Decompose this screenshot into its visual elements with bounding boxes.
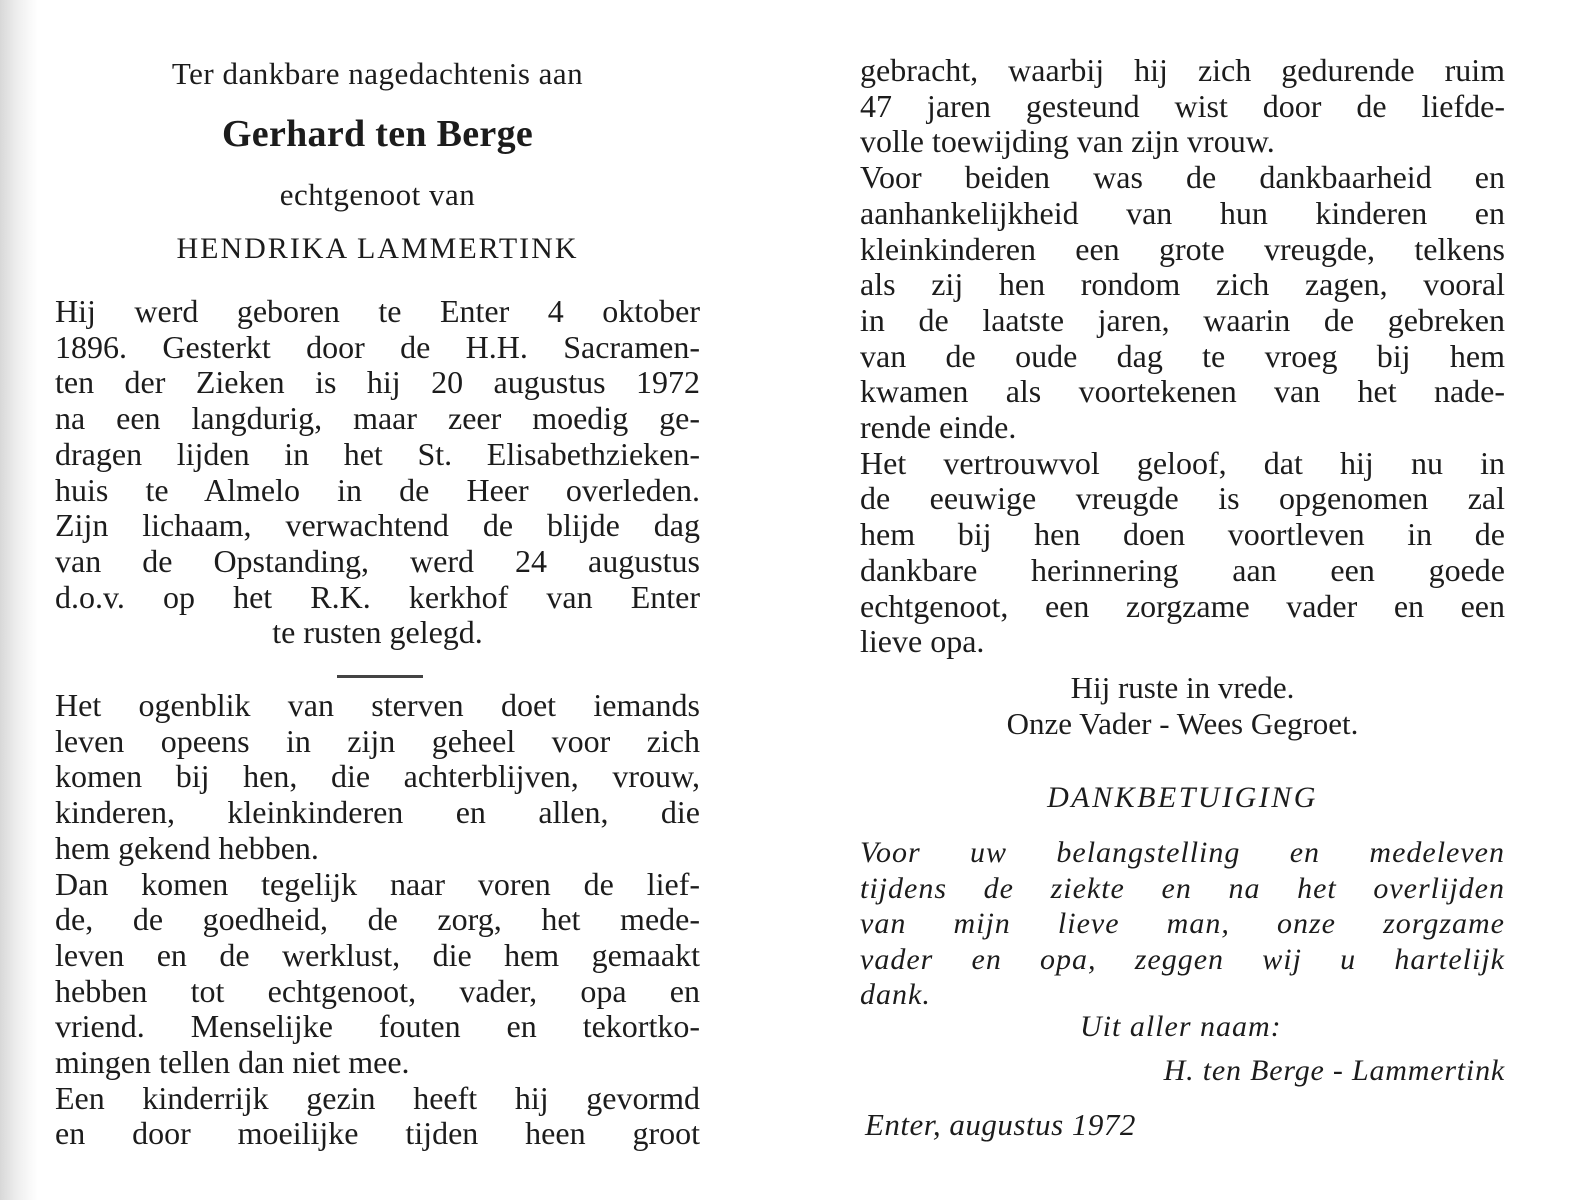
biography-line: na een langdurig, maar zeer moedig ge- [55,400,700,437]
reflection-line: hem gekend hebben. [55,829,319,866]
thanks-line: tijdens de ziekte en na het overlijden [860,871,1505,905]
biography-line: dragen lijden in het St. Elisabethzieken- [55,435,700,472]
reflection-line: leven opeens in zijn geheel voor zich [55,722,700,759]
continued-line: volle toewijding van zijn vrouw. [860,123,1275,160]
biography-line: 1896. Gesterkt door de H.H. Sacramen- [55,328,700,365]
biography-line: Hij werd geboren te Enter 4 oktober [55,293,700,329]
memorial-intro: Ter dankbare nagedachtenis aan [171,56,584,91]
continued-line: dankbare herinnering aan een goede [860,551,1505,588]
reflection-line: mingen tellen dan niet mee. [55,1044,410,1081]
signature-name: H. ten Berge - Lammertink [1163,1054,1505,1087]
continued-line: hem bij hen doen voortleven in de [860,516,1505,553]
biography [55,294,700,651]
continued-line: kleinkinderen een grote vreugde, telkens [860,230,1505,267]
continued-line: echtgenoot, een zorgzame vader en een [860,587,1505,624]
spouse-name: HENDRIKA LAMMERTINK [176,232,579,265]
reflection-line: komen bij hen, die achterblijven, vrouw, [55,758,700,795]
biography-line: d.o.v. op het R.K. kerkhof van Enter [55,578,700,615]
biography-line: huis te Almelo in de Heer overleden. [55,471,700,508]
reflection-line: en door moeilijke tijden heen groot [55,1115,700,1152]
thanks-line: dank. [860,978,931,1012]
thanks-line: van mijn lieve man, onze zorgzame [860,907,1505,941]
continued-line: Het vertrouwvol geloof, dat hij nu in [860,444,1505,481]
thanks-line: Voor uw belangstelling en medeleven [860,836,1505,869]
continued-line: Voor beiden was de dankbaarheid en [860,159,1505,196]
biography-line: van de Opstanding, werd 24 augustus [55,542,700,579]
section-divider [337,675,423,678]
continued-line: gebracht, waarbij hij zich gedurende ruim [860,52,1505,88]
prayer-block [860,670,1505,742]
reflection-line: vriend. Menselijke fouten en tekortko- [55,1008,700,1045]
reflection-line: leven en de werklust, die hem gemaakt [55,936,700,973]
thanks-text [860,835,1505,1013]
thanks-line: vader en opa, zeggen wij u hartelijk [860,942,1505,976]
continued-line: de eeuwige vreugde is opgenomen zal [860,480,1505,517]
continued-line: in de laatste jaren, waarin de gebreken [860,301,1505,338]
reflection-line: Dan komen tegelijk naar voren de lief- [55,865,700,902]
prayers: Onze Vader - Wees Gegroet. [1006,706,1359,741]
continued-line: van de oude dag te vroeg bij hem [860,337,1505,374]
continued-line: lieve opa. [860,623,985,660]
reflection-line: Het ogenblik van sterven doet iemands [55,687,700,723]
deceased-name: Gerhard ten Berge [221,113,534,155]
continued-line: kwamen als voortekenen van het nade- [860,373,1505,410]
reflection-line: de, de goedheid, de zorg, het mede- [55,901,700,938]
on-behalf-label: Uit aller naam: [1080,1010,1282,1043]
thanks-title: DANKBETUIGING [1047,781,1318,814]
reflection [55,688,700,1152]
reflection-line: Een kinderrijk gezin heeft hij gevormd [55,1079,700,1116]
continued-line: 47 jaren gesteund wist door de liefde- [860,87,1505,124]
biography-line: ten der Zieken is hij 20 augustus 1972 [55,364,700,401]
biography-line-last: te rusten gelegd. [272,614,483,651]
spouse-label: echtgenoot van [279,177,476,212]
reflection-continued [860,53,1505,660]
rest-in-peace: Hij ruste in vrede. [1070,670,1295,705]
continued-line: rende einde. [860,409,1017,446]
biography-line: Zijn lichaam, verwachtend de blijde dag [55,507,700,544]
continued-line: aanhankelijkheid van hun kinderen en [860,194,1505,231]
reflection-line: kinderen, kleinkinderen en allen, die [55,794,700,831]
continued-line: als zij hen rondom zich zagen, vooral [860,266,1505,303]
place-date: Enter, augustus 1972 [865,1107,1136,1142]
scan-edge-shadow [0,0,38,1200]
reflection-line: hebben tot echtgenoot, vader, opa en [55,972,700,1009]
